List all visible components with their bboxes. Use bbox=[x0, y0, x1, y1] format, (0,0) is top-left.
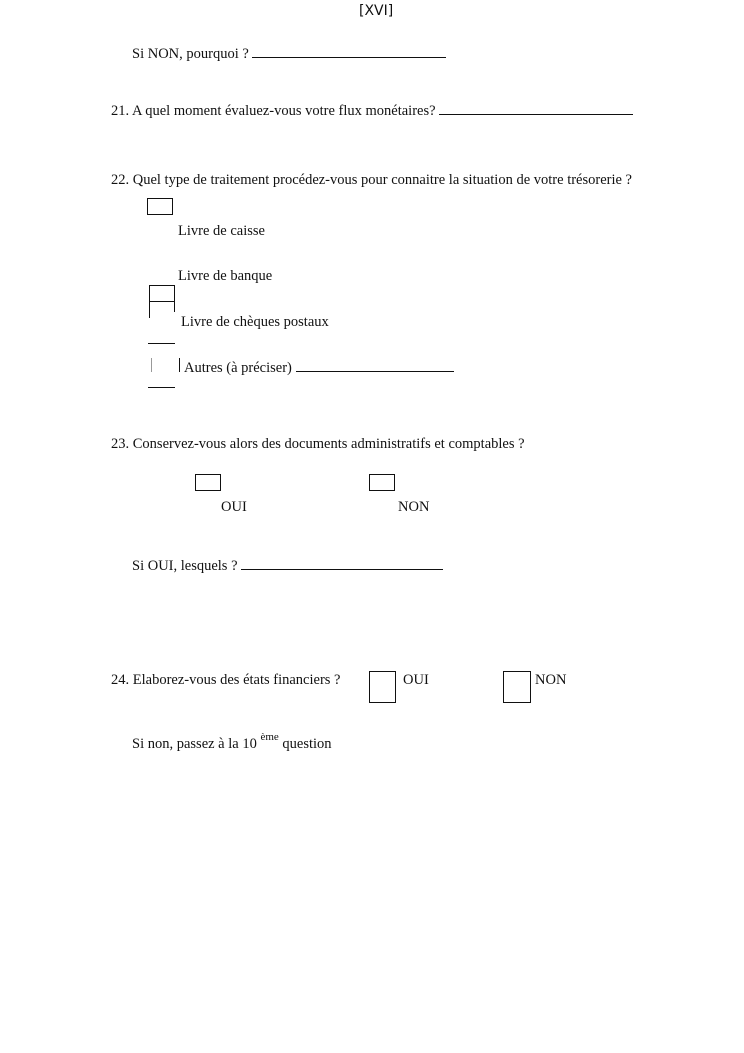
page-number: [XVI] bbox=[359, 3, 394, 19]
checkbox-livre-de-caisse[interactable] bbox=[147, 198, 173, 215]
q24-followup-prefix: Si non, passez à la 10 bbox=[132, 736, 257, 752]
q24-followup-suffix: question bbox=[278, 736, 332, 752]
q20-followup-answer-line[interactable] bbox=[252, 45, 446, 58]
q20-followup bbox=[132, 45, 446, 62]
checkbox-q24-non[interactable] bbox=[503, 671, 531, 703]
question-21-text: 21. A quel moment évaluez-vous votre flux monétaires? bbox=[111, 103, 440, 119]
question-23-text: 23. Conservez-vous alors des documents administratifs et comptables ? bbox=[111, 436, 525, 452]
checkbox-edge bbox=[174, 302, 175, 312]
q23-followup-label: Si OUI, lesquels ? bbox=[132, 558, 242, 574]
q24-followup bbox=[132, 731, 332, 752]
checkbox-edge bbox=[148, 387, 175, 388]
q23-followup-answer-line[interactable] bbox=[241, 557, 443, 570]
q24-oui-label: OUI bbox=[403, 672, 429, 688]
q23-oui-label: OUI bbox=[221, 499, 247, 515]
q24-followup-superscript: ème bbox=[260, 731, 279, 743]
option-autres-label: Autres (à préciser) bbox=[184, 360, 296, 376]
checkbox-autres[interactable] bbox=[151, 358, 152, 372]
checkbox-q24-oui[interactable] bbox=[369, 671, 396, 703]
checkbox-q23-non[interactable] bbox=[369, 474, 395, 491]
checkbox-edge bbox=[148, 343, 175, 344]
q23-non-label: NON bbox=[398, 499, 430, 515]
checkbox-livre-de-banque[interactable] bbox=[149, 285, 175, 302]
checkbox-q23-oui[interactable] bbox=[195, 474, 221, 491]
checkbox-livre-de-cheques-postaux[interactable] bbox=[149, 302, 150, 318]
q20-followup-label: Si NON, pourquoi ? bbox=[132, 46, 253, 62]
q24-non-label: NON bbox=[535, 672, 567, 688]
question-21-answer-line[interactable] bbox=[439, 102, 633, 115]
option-autres-answer-line[interactable] bbox=[296, 359, 454, 372]
option-livre-de-cheques-postaux: Livre de chèques postaux bbox=[181, 314, 329, 330]
question-21 bbox=[111, 102, 633, 119]
question-22-text: 22. Quel type de traitement procédez-vous pour connaitre la situation de votre trésorerie ? bbox=[111, 172, 632, 188]
q23-followup bbox=[132, 557, 443, 574]
checkbox-edge bbox=[179, 358, 180, 372]
option-livre-de-caisse: Livre de caisse bbox=[178, 223, 265, 239]
option-autres bbox=[184, 359, 454, 376]
question-24-text: 24. Elaborez-vous des états financiers ? bbox=[111, 672, 341, 688]
option-livre-de-banque: Livre de banque bbox=[178, 268, 273, 284]
